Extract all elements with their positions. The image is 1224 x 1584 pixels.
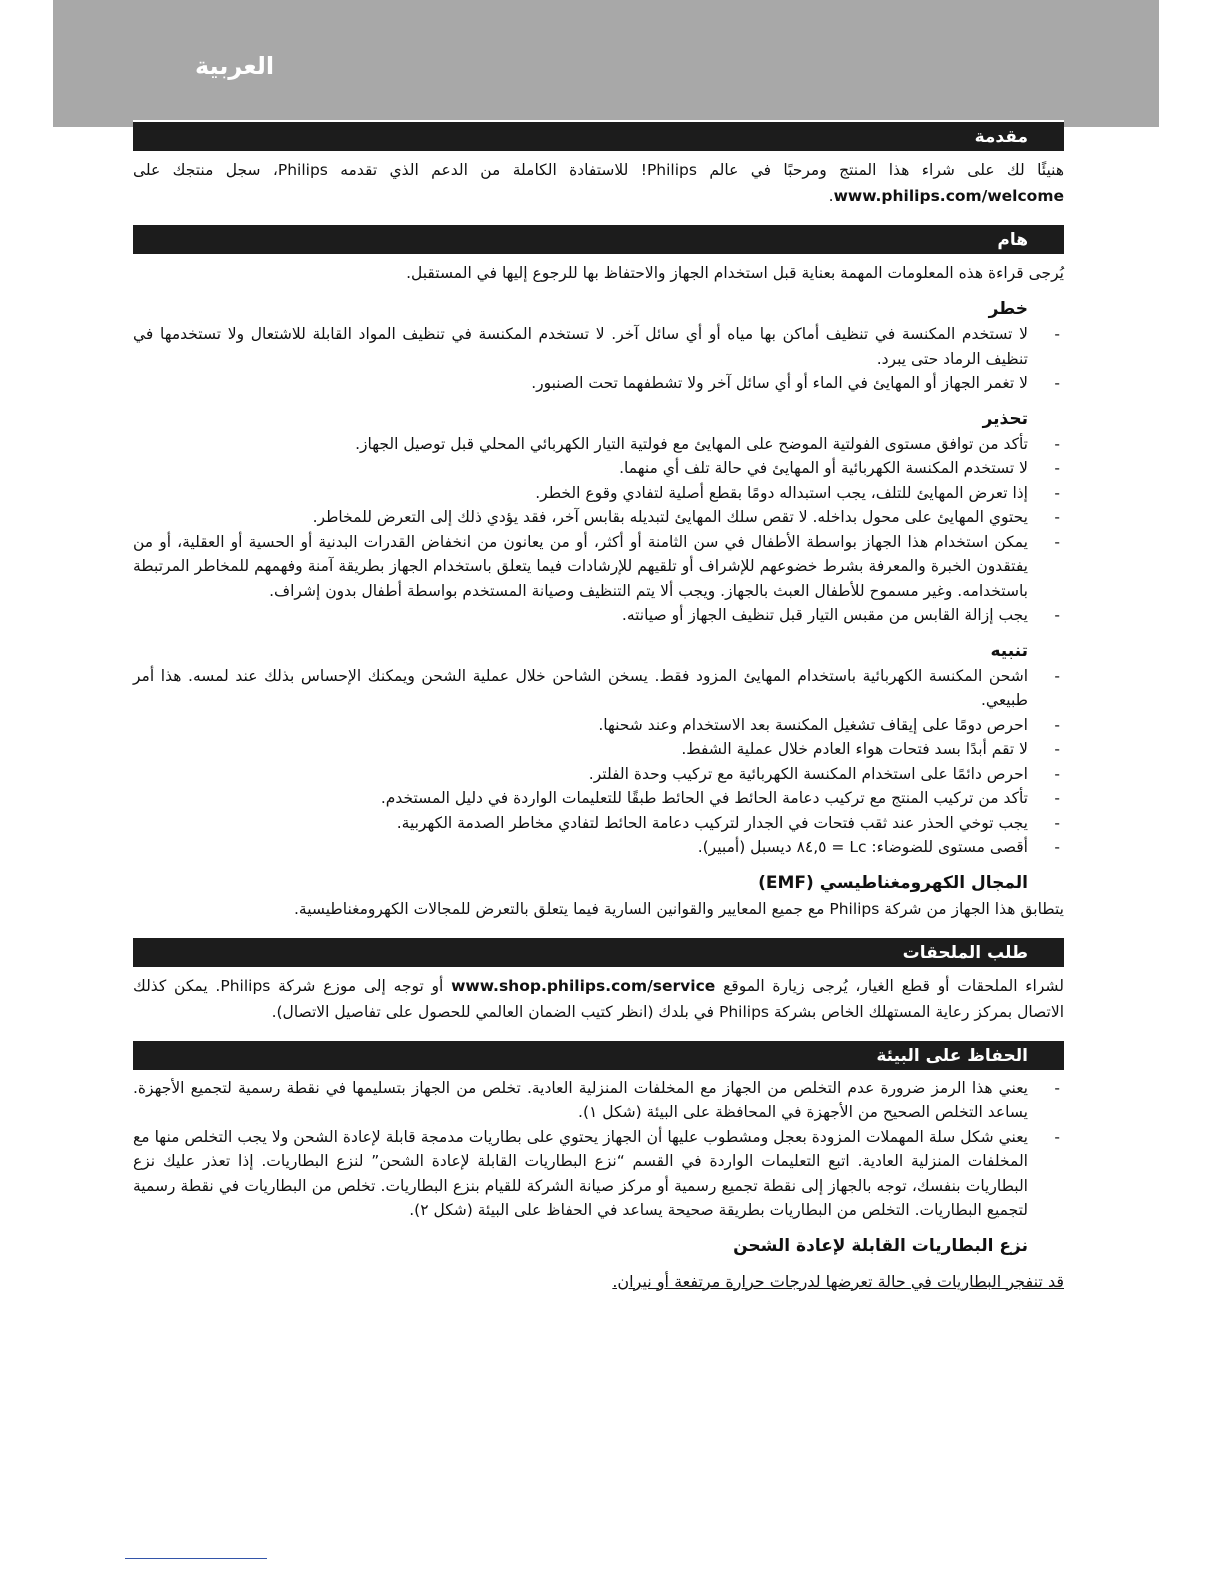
list-item: - تأكد من تركيب المنتج مع تركيب دعامة الحائط في الحائط طبقًا للتعليمات الواردة في دليل المستخدم.	[133, 786, 1064, 811]
manual-content	[133, 120, 1064, 1295]
list-item: - يحتوي المهايئ على محول بداخله. لا تقص سلك المهايئ لتبديله بقابس آخر، فقد يؤدي ذلك إلى التعرض للمخاطر.	[133, 505, 1064, 530]
list-item: - اشحن المكنسة الكهربائية باستخدام المهايئ المزود فقط. يسخن الشاحن خلال عملية الشحن ويمكنك الإحساس بذلك عند لمسه. هذا أمر طبيعي.	[133, 664, 1064, 713]
section-header-introduction: مقدمة	[133, 120, 1064, 151]
list-item: - يعني شكل سلة المهملات المزودة بعجل ومشطوب عليها أن الجهاز يحتوي على بطاريات مدمجة قابلة لإعادة الشحن ولا يجب التخلص منها مع المخلفات المنزلية العادية. اتبع التعليمات الواردة في القسم “نزع البطاريات القابلة لإعادة الشحن” لنزع البطاريات. إذا تعذر عليك نزع البطاريات بنفسك، توجه بالجهاز إلى نقطة تجميع رسمية أو مركز صيانة الشركة للقيام بنزع البطاريات. تخلص من البطاريات في نقطة رسمية لتجميع البطاريات. التخلص من البطاريات بطريقة صحيحة يساعد في الحفاظ على البيئة (شكل ٢).	[133, 1125, 1064, 1223]
list-item: - يعني هذا الرمز ضرورة عدم التخلص من الجهاز مع المخلفات المنزلية العادية. تخلص من الجهاز بتسليمها في نقطة رسمية لتجميع الأجهزة. يساعد التخلص الصحيح من الأجهزة في المحافظة على البيئة (شكل ١).	[133, 1076, 1064, 1125]
danger-heading: خطر	[988, 299, 1028, 319]
list-item: - تأكد من توافق مستوى الفولتية الموضح على المهايئ مع فولتية التيار الكهربائي المحلي قبل توصيل الجهاز.	[133, 432, 1064, 457]
important-text: يُرجى قراءة هذه المعلومات المهمة بعناية قبل استخدام الجهاز والاحتفاظ بها للرجوع إليها في المستقبل.	[406, 264, 1064, 282]
footnote-divider	[125, 1558, 267, 1559]
danger-list	[133, 322, 1064, 396]
list-item: - إذا تعرض المهايئ للتلف، يجب استبداله دومًا بقطع أصلية لتفادي وقوع الخطر.	[133, 481, 1064, 506]
caution-list	[133, 664, 1064, 860]
list-item: - احرص دومًا على إيقاف تشغيل المكنسة بعد الاستخدام وعند شحنها.	[133, 713, 1064, 738]
accessories-text: لشراء الملحقات أو قطع الغيار، يُرجى زيارة الموقع www.shop.philips.com/service أو توجه إلى موزع شركة Philips. يمكن كذلك الاتصال بمركز رعاية المستهلك الخاص بشركة Philips في بلدك (انظر كتيب الضمان العالمي للحصول على تفاصيل الاتصال).	[133, 976, 1064, 1021]
warning-heading: تحذير	[982, 408, 1028, 429]
caution-heading: تنبيه	[990, 640, 1028, 661]
environment-list	[133, 1076, 1064, 1223]
introduction-text: هنيئًا لك على شراء هذا المنتج ومرحبًا في عالم Philips! للاستفادة الكاملة من الدعم الذي تقدمه Philips، سجل منتجك على www.philips.com/welcome.	[133, 161, 1065, 205]
welcome-url[interactable]: www.philips.com/welcome	[833, 187, 1064, 205]
section-header-environment: الحفاظ على البيئة	[133, 1039, 1064, 1070]
list-item: - احرص دائمًا على استخدام المكنسة الكهربائية مع تركيب وحدة الفلتر.	[133, 762, 1064, 787]
battery-warning-text: قد تنفجر البطاريات في حالة تعرضها لدرجات حرارة مرتفعة أو نيران.	[612, 1271, 1064, 1291]
list-item: - أقصى مستوى للضوضاء: Lc = ٨٤,٥ ديسبل (أمبير).	[133, 835, 1064, 860]
emf-text: يتطابق هذا الجهاز من شركة Philips مع جميع المعايير والقوانين السارية فيما يتعلق بالتعرض للمجالات الكهرومغناطيسية.	[293, 899, 1064, 918]
section-header-important: هام	[133, 223, 1064, 254]
language-title: العربية	[195, 52, 275, 80]
shop-url[interactable]: www.shop.philips.com/service	[451, 976, 716, 995]
list-item: - لا تستخدم المكنسة في تنظيف أماكن بها مياه أو أي سائل آخر. لا تستخدم المكنسة في تنظيف المواد القابلة للاشتعال ولا تستخدمها في تنظيف الرماد حتى يبرد.	[133, 322, 1064, 371]
list-item: - لا تستخدم المكنسة الكهربائية أو المهايئ في حالة تلف أي منهما.	[133, 456, 1064, 481]
warning-list	[133, 432, 1064, 628]
emf-heading: المجال الكهرومغناطيسي (EMF)	[758, 872, 1028, 893]
list-item: - لا تقم أبدًا بسد فتحات هواء العادم خلال عملية الشفط.	[133, 737, 1064, 762]
list-item: - يجب توخي الحذر عند ثقب فتحات في الجدار لتركيب دعامة الحائط لتفادي مخاطر الصدمة الكهربية.	[133, 811, 1064, 836]
battery-removal-heading: نزع البطاريات القابلة لإعادة الشحن	[733, 1235, 1028, 1256]
list-item: - لا تغمر الجهاز أو المهايئ في الماء أو أي سائل آخر ولا تشطفهما تحت الصنبور.	[133, 371, 1064, 396]
section-header-accessories: طلب الملحقات	[133, 936, 1064, 967]
list-item: - يجب إزالة القابس من مقبس التيار قبل تنظيف الجهاز أو صيانته.	[133, 603, 1064, 628]
list-item: - يمكن استخدام هذا الجهاز بواسطة الأطفال في سن الثامنة أو أكثر، أو من يعانون من انخفاض القدرات البدنية أو الحسية أو العقلية، أو من يفتقدون الخبرة والمعرفة بشرط خضوعهم للإشراف أو تلقيهم للإرشادات فيما يتعلق باستخدام الجهاز بطريقة آمنة وفهمهم للمخاطر المرتبطة باستخدامه. وغير مسموح للأطفال العبث بالجهاز. ويجب ألا يتم التنظيف وصيانة المستخدم بواسطة أطفال بدون إشراف.	[133, 530, 1064, 604]
